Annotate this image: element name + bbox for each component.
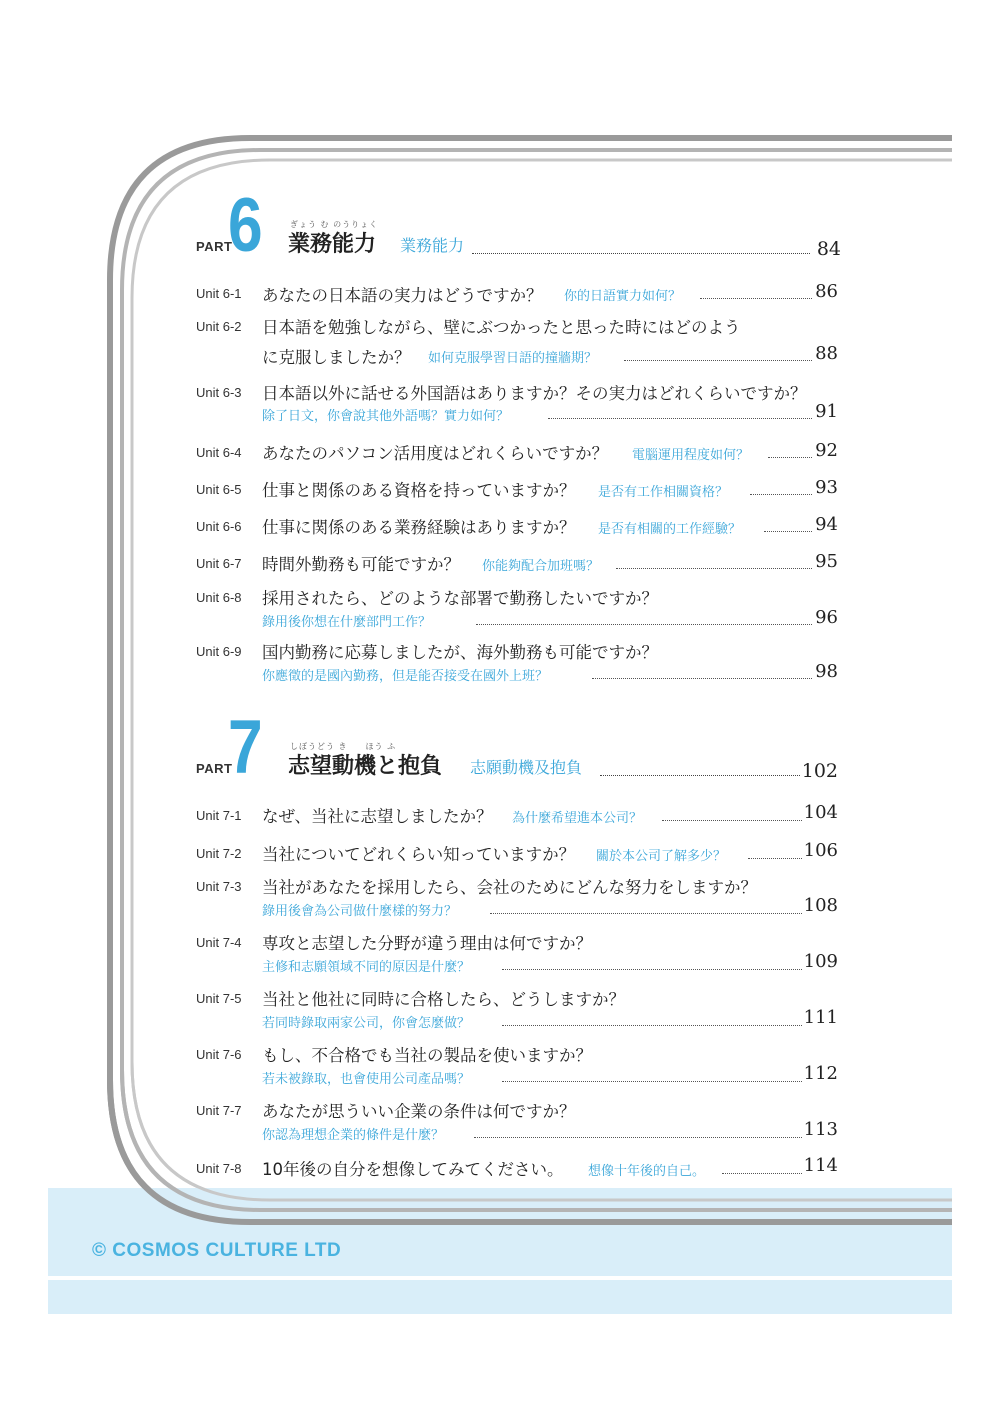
part-label: PART xyxy=(196,239,233,254)
toc-entry-7-4[interactable] xyxy=(196,930,838,980)
leader-dots xyxy=(472,253,810,254)
part-7-heading[interactable] xyxy=(196,705,838,790)
page-number: 95 xyxy=(815,551,838,572)
unit-label: Unit 6-6 xyxy=(196,519,242,534)
question-jp: 10年後の自分を想像してみてください。 xyxy=(262,1160,564,1179)
toc-entry-6-1[interactable] xyxy=(196,282,838,306)
leader-dots xyxy=(700,298,812,299)
question-jp: 時間外勤務も可能ですか？ xyxy=(262,555,460,574)
unit-label: Unit 6-5 xyxy=(196,482,242,497)
question-jp: 専攻と志望した分野が違う理由は何ですか？ xyxy=(262,934,592,953)
unit-label: Unit 7-6 xyxy=(196,1047,242,1062)
leader-dots xyxy=(600,775,800,776)
question-jp: あなたの日本語の実力はどうですか？ xyxy=(262,286,543,305)
question-zh: 關於本公司了解多少？ xyxy=(596,849,727,864)
unit-label: Unit 7-1 xyxy=(196,808,242,823)
unit-label: Unit 7-3 xyxy=(196,879,242,894)
copyright-text: © COSMOS CULTURE LTD xyxy=(92,1240,342,1261)
question-zh: 如何克服學習日語的撞牆期？ xyxy=(428,351,598,366)
page-number: 112 xyxy=(803,1063,838,1084)
part-number: 7 xyxy=(228,705,263,790)
leader-dots xyxy=(476,624,812,625)
page-number: 94 xyxy=(815,514,838,535)
leader-dots xyxy=(662,820,802,821)
question-jp: 日本語以外に話せる外国語はありますか？その実力はどれくらいですか？ xyxy=(262,384,807,403)
unit-label: Unit 6-2 xyxy=(196,319,242,334)
toc-entry-6-3[interactable] xyxy=(196,380,838,434)
question-zh: 除了日文，你會說其他外語嗎？實力如何？ xyxy=(262,409,510,424)
page-number: 106 xyxy=(803,840,838,861)
toc-entry-7-2[interactable] xyxy=(196,841,838,865)
toc-entry-6-8[interactable] xyxy=(196,585,838,635)
question-zh: 你認為理想企業的條件是什麼？ xyxy=(262,1128,445,1143)
question-jp: 仕事と関係のある資格を持っていますか？ xyxy=(262,481,576,500)
page-number: 93 xyxy=(815,477,838,498)
page-number: 88 xyxy=(815,343,838,364)
page-number: 92 xyxy=(815,440,838,461)
leader-dots xyxy=(474,1137,802,1138)
unit-label: Unit 7-8 xyxy=(196,1161,242,1176)
question-zh: 是否有工作相關資格？ xyxy=(598,485,729,500)
leader-dots xyxy=(748,858,802,859)
toc-entry-6-9[interactable] xyxy=(196,639,838,689)
part-6-heading[interactable] xyxy=(196,183,841,268)
unit-label: Unit 6-1 xyxy=(196,286,242,301)
toc-entry-7-7[interactable] xyxy=(196,1098,838,1148)
part-page-number: 84 xyxy=(816,238,841,260)
question-zh: 為什麼希望進本公司？ xyxy=(512,811,643,826)
question-zh: 你應徵的是國內勤務，但是能否接受在國外上班？ xyxy=(262,669,549,684)
page-number: 114 xyxy=(803,1155,838,1176)
part-title-ruby: しぼうどう き ほう ふ xyxy=(290,742,397,751)
page-number: 109 xyxy=(803,951,838,972)
question-zh: 主修和志願領域不同的原因是什麼？ xyxy=(262,960,471,975)
unit-label: Unit 7-4 xyxy=(196,935,242,950)
question-zh: 想像十年後的自己。 xyxy=(588,1164,706,1179)
page-number: 108 xyxy=(803,895,838,916)
leader-dots xyxy=(722,1173,802,1174)
question-jp: もし、不合格でも当社の製品を使いますか？ xyxy=(262,1046,592,1065)
toc-entry-6-5[interactable] xyxy=(196,477,838,501)
leader-dots xyxy=(502,969,802,970)
unit-label: Unit 7-5 xyxy=(196,991,242,1006)
toc-entry-7-5[interactable] xyxy=(196,986,838,1036)
question-zh: 你的日語實力如何？ xyxy=(564,289,682,304)
part-title: 業務能力 xyxy=(288,232,377,257)
part-label: PART xyxy=(196,761,233,776)
leader-dots xyxy=(768,457,812,458)
part-page-number: 102 xyxy=(801,760,838,782)
question-jp: 当社があなたを採用したら、会社のためにどんな努力をしますか？ xyxy=(262,878,757,897)
part-title-ruby: ぎょう む のうりょく xyxy=(290,220,379,229)
toc-entry-7-1[interactable] xyxy=(196,803,838,827)
question-zh: 錄用後會為公司做什麼樣的努力？ xyxy=(262,904,458,919)
leader-dots xyxy=(490,913,802,914)
page-number: 96 xyxy=(815,607,838,628)
page-number: 111 xyxy=(803,1007,838,1028)
toc-entry-6-4[interactable] xyxy=(196,440,838,464)
page-number: 91 xyxy=(815,401,838,422)
unit-label: Unit 6-3 xyxy=(196,385,242,400)
toc-entry-7-8[interactable] xyxy=(196,1156,838,1180)
question-jp: なぜ、当社に志望しましたか？ xyxy=(262,807,493,826)
leader-dots xyxy=(764,531,812,532)
page-number: 104 xyxy=(803,802,838,823)
leader-dots xyxy=(548,418,812,419)
part-subtitle: 志願動機及抱負 xyxy=(470,758,583,777)
page-number: 113 xyxy=(803,1119,838,1140)
question-zh: 錄用後你想在什麼部門工作？ xyxy=(262,615,432,630)
unit-label: Unit 7-7 xyxy=(196,1103,242,1118)
question-jp: あなたのパソコン活用度はどれくらいですか？ xyxy=(262,444,609,463)
question-jp: あなたが思ういい企業の条件は何ですか？ xyxy=(262,1102,576,1121)
toc-entry-7-6[interactable] xyxy=(196,1042,838,1092)
question-jp: 仕事に関係のある業務経験はありますか？ xyxy=(262,518,576,537)
question-jp-continued: に克服しましたか？ xyxy=(262,348,411,367)
question-jp: 日本語を勉強しながら、壁にぶつかったと思った時にはどのよう xyxy=(262,318,741,337)
page-number: 86 xyxy=(815,281,838,302)
question-zh: 若未被錄取，也會使用公司產品嗎？ xyxy=(262,1072,471,1087)
question-zh: 是否有相關的工作經驗？ xyxy=(598,522,742,537)
question-zh: 電腦運用程度如何？ xyxy=(632,448,750,463)
question-jp: 採用されたら、どのような部署で勤務したいですか？ xyxy=(262,589,658,608)
leader-dots xyxy=(592,678,812,679)
unit-label: Unit 6-7 xyxy=(196,556,242,571)
toc-entry-6-2[interactable] xyxy=(196,314,838,368)
toc-entry-7-3[interactable] xyxy=(196,874,838,924)
part-subtitle: 業務能力 xyxy=(400,236,465,255)
unit-label: Unit 6-8 xyxy=(196,590,242,605)
question-jp: 国内勤務に応募しましたが、海外勤務も可能ですか？ xyxy=(262,643,658,662)
part-number: 6 xyxy=(228,183,263,268)
leader-dots xyxy=(616,568,812,569)
question-jp: 当社と他社に同時に合格したら、どうしますか？ xyxy=(262,990,625,1009)
leader-dots xyxy=(750,494,812,495)
toc-entry-6-6[interactable] xyxy=(196,514,838,538)
unit-label: Unit 6-9 xyxy=(196,644,242,659)
toc-entry-6-7[interactable] xyxy=(196,551,838,575)
leader-dots xyxy=(624,360,812,361)
question-zh: 若同時錄取兩家公司，你會怎麼做？ xyxy=(262,1016,471,1031)
part-title: 志望動機と抱負 xyxy=(288,754,443,779)
unit-label: Unit 7-2 xyxy=(196,846,242,861)
question-zh: 你能夠配合加班嗎？ xyxy=(482,559,600,574)
unit-label: Unit 6-4 xyxy=(196,445,242,460)
leader-dots xyxy=(502,1081,802,1082)
leader-dots xyxy=(502,1025,802,1026)
question-jp: 当社についてどれくらい知っていますか？ xyxy=(262,845,576,864)
page-number: 98 xyxy=(815,661,838,682)
